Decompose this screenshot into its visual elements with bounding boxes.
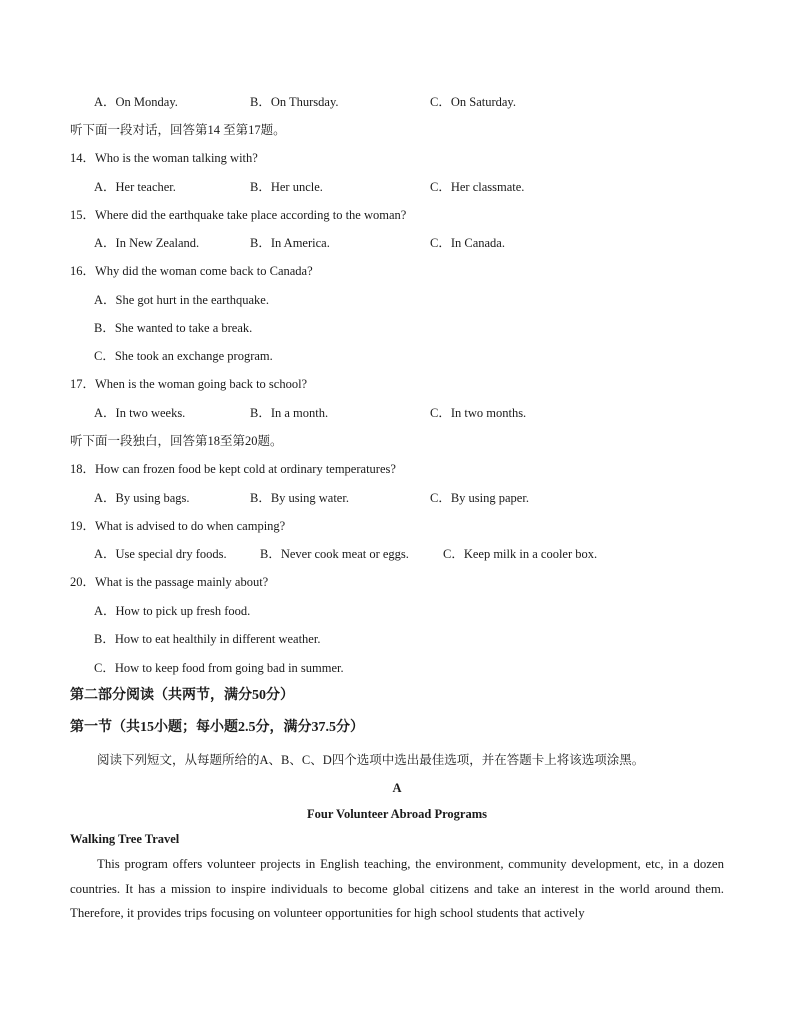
q20-option-a: A．How to pick up fresh food. bbox=[94, 604, 251, 618]
passage-title: Four Volunteer Abroad Programs bbox=[307, 807, 487, 821]
question-16-stem: 16．Why did the woman come back to Canada? bbox=[70, 264, 313, 278]
q18-option-b: B．By using water. bbox=[250, 491, 349, 505]
program-subheading: Walking Tree Travel bbox=[70, 832, 180, 846]
q13-option-c: C．On Saturday. bbox=[430, 95, 516, 109]
q14-option-c: C．Her classmate. bbox=[430, 180, 525, 194]
q20-option-c: C．How to keep food from going bad in summer. bbox=[94, 661, 344, 675]
q15-option-a: A．In New Zealand. bbox=[94, 236, 200, 250]
question-17-stem: 17．When is the woman going back to school? bbox=[70, 377, 308, 391]
q16-option-b: B．She wanted to take a break. bbox=[94, 321, 253, 335]
q13-option-b: B．On Thursday. bbox=[250, 95, 339, 109]
q17-option-b: B．In a month. bbox=[250, 406, 329, 420]
passage-label: A bbox=[392, 781, 402, 795]
q15-option-c: C．In Canada. bbox=[430, 236, 505, 250]
q14-option-b: B．Her uncle. bbox=[250, 180, 323, 194]
q18-option-a: A．By using bags. bbox=[94, 491, 190, 505]
passage-paragraph bbox=[70, 852, 724, 926]
q19-option-a: A．Use special dry foods. bbox=[94, 547, 227, 561]
question-19-stem: 19．What is advised to do when camping? bbox=[70, 519, 286, 533]
q15-option-b: B．In America. bbox=[250, 236, 330, 250]
q14-option-a: A．Her teacher. bbox=[94, 180, 176, 194]
listening-instruction-18-20: 听下面一段独白，回答第18至第20题。 bbox=[70, 434, 283, 448]
question-20-stem: 20．What is the passage mainly about? bbox=[70, 575, 269, 589]
section-one-heading: 第一节（共15小题；每小题2.5分，满分37.5分） bbox=[70, 720, 364, 735]
q19-option-b: B．Never cook meat or eggs. bbox=[260, 547, 409, 561]
question-14-stem: 14．Who is the woman talking with? bbox=[70, 151, 258, 165]
part-two-heading: 第二部分阅读（共两节，满分50分） bbox=[70, 688, 294, 703]
reading-instruction: 阅读下列短文，从每题所给的A、B、C、D四个选项中选出最佳选项，并在答题卡上将该选项涂黑。 bbox=[97, 753, 645, 767]
q17-option-a: A．In two weeks. bbox=[94, 406, 186, 420]
paragraph-text: This program offers volunteer projects in English teaching, the environment, community development, etc, in a dozen countries. It has a mission to inspire individuals to become global citizens and take an interest in the world around them. Therefore, it provides trips focusing on volunteer opportunities for high school students that actively bbox=[70, 857, 724, 920]
q16-option-a: A．She got hurt in the earthquake. bbox=[94, 293, 269, 307]
question-18-stem: 18．How can frozen food be kept cold at ordinary temperatures? bbox=[70, 462, 396, 476]
q20-option-b: B．How to eat healthily in different weather. bbox=[94, 632, 321, 646]
q19-option-c: C．Keep milk in a cooler box. bbox=[443, 547, 598, 561]
listening-instruction-14-17: 听下面一段对话，回答第14 至第17题。 bbox=[70, 123, 286, 137]
q17-option-c: C．In two months. bbox=[430, 406, 527, 420]
q13-option-a: A．On Monday. bbox=[94, 95, 178, 109]
question-15-stem: 15．Where did the earthquake take place according to the woman? bbox=[70, 208, 407, 222]
q16-option-c: C．She took an exchange program. bbox=[94, 349, 273, 363]
q18-option-c: C．By using paper. bbox=[430, 491, 529, 505]
